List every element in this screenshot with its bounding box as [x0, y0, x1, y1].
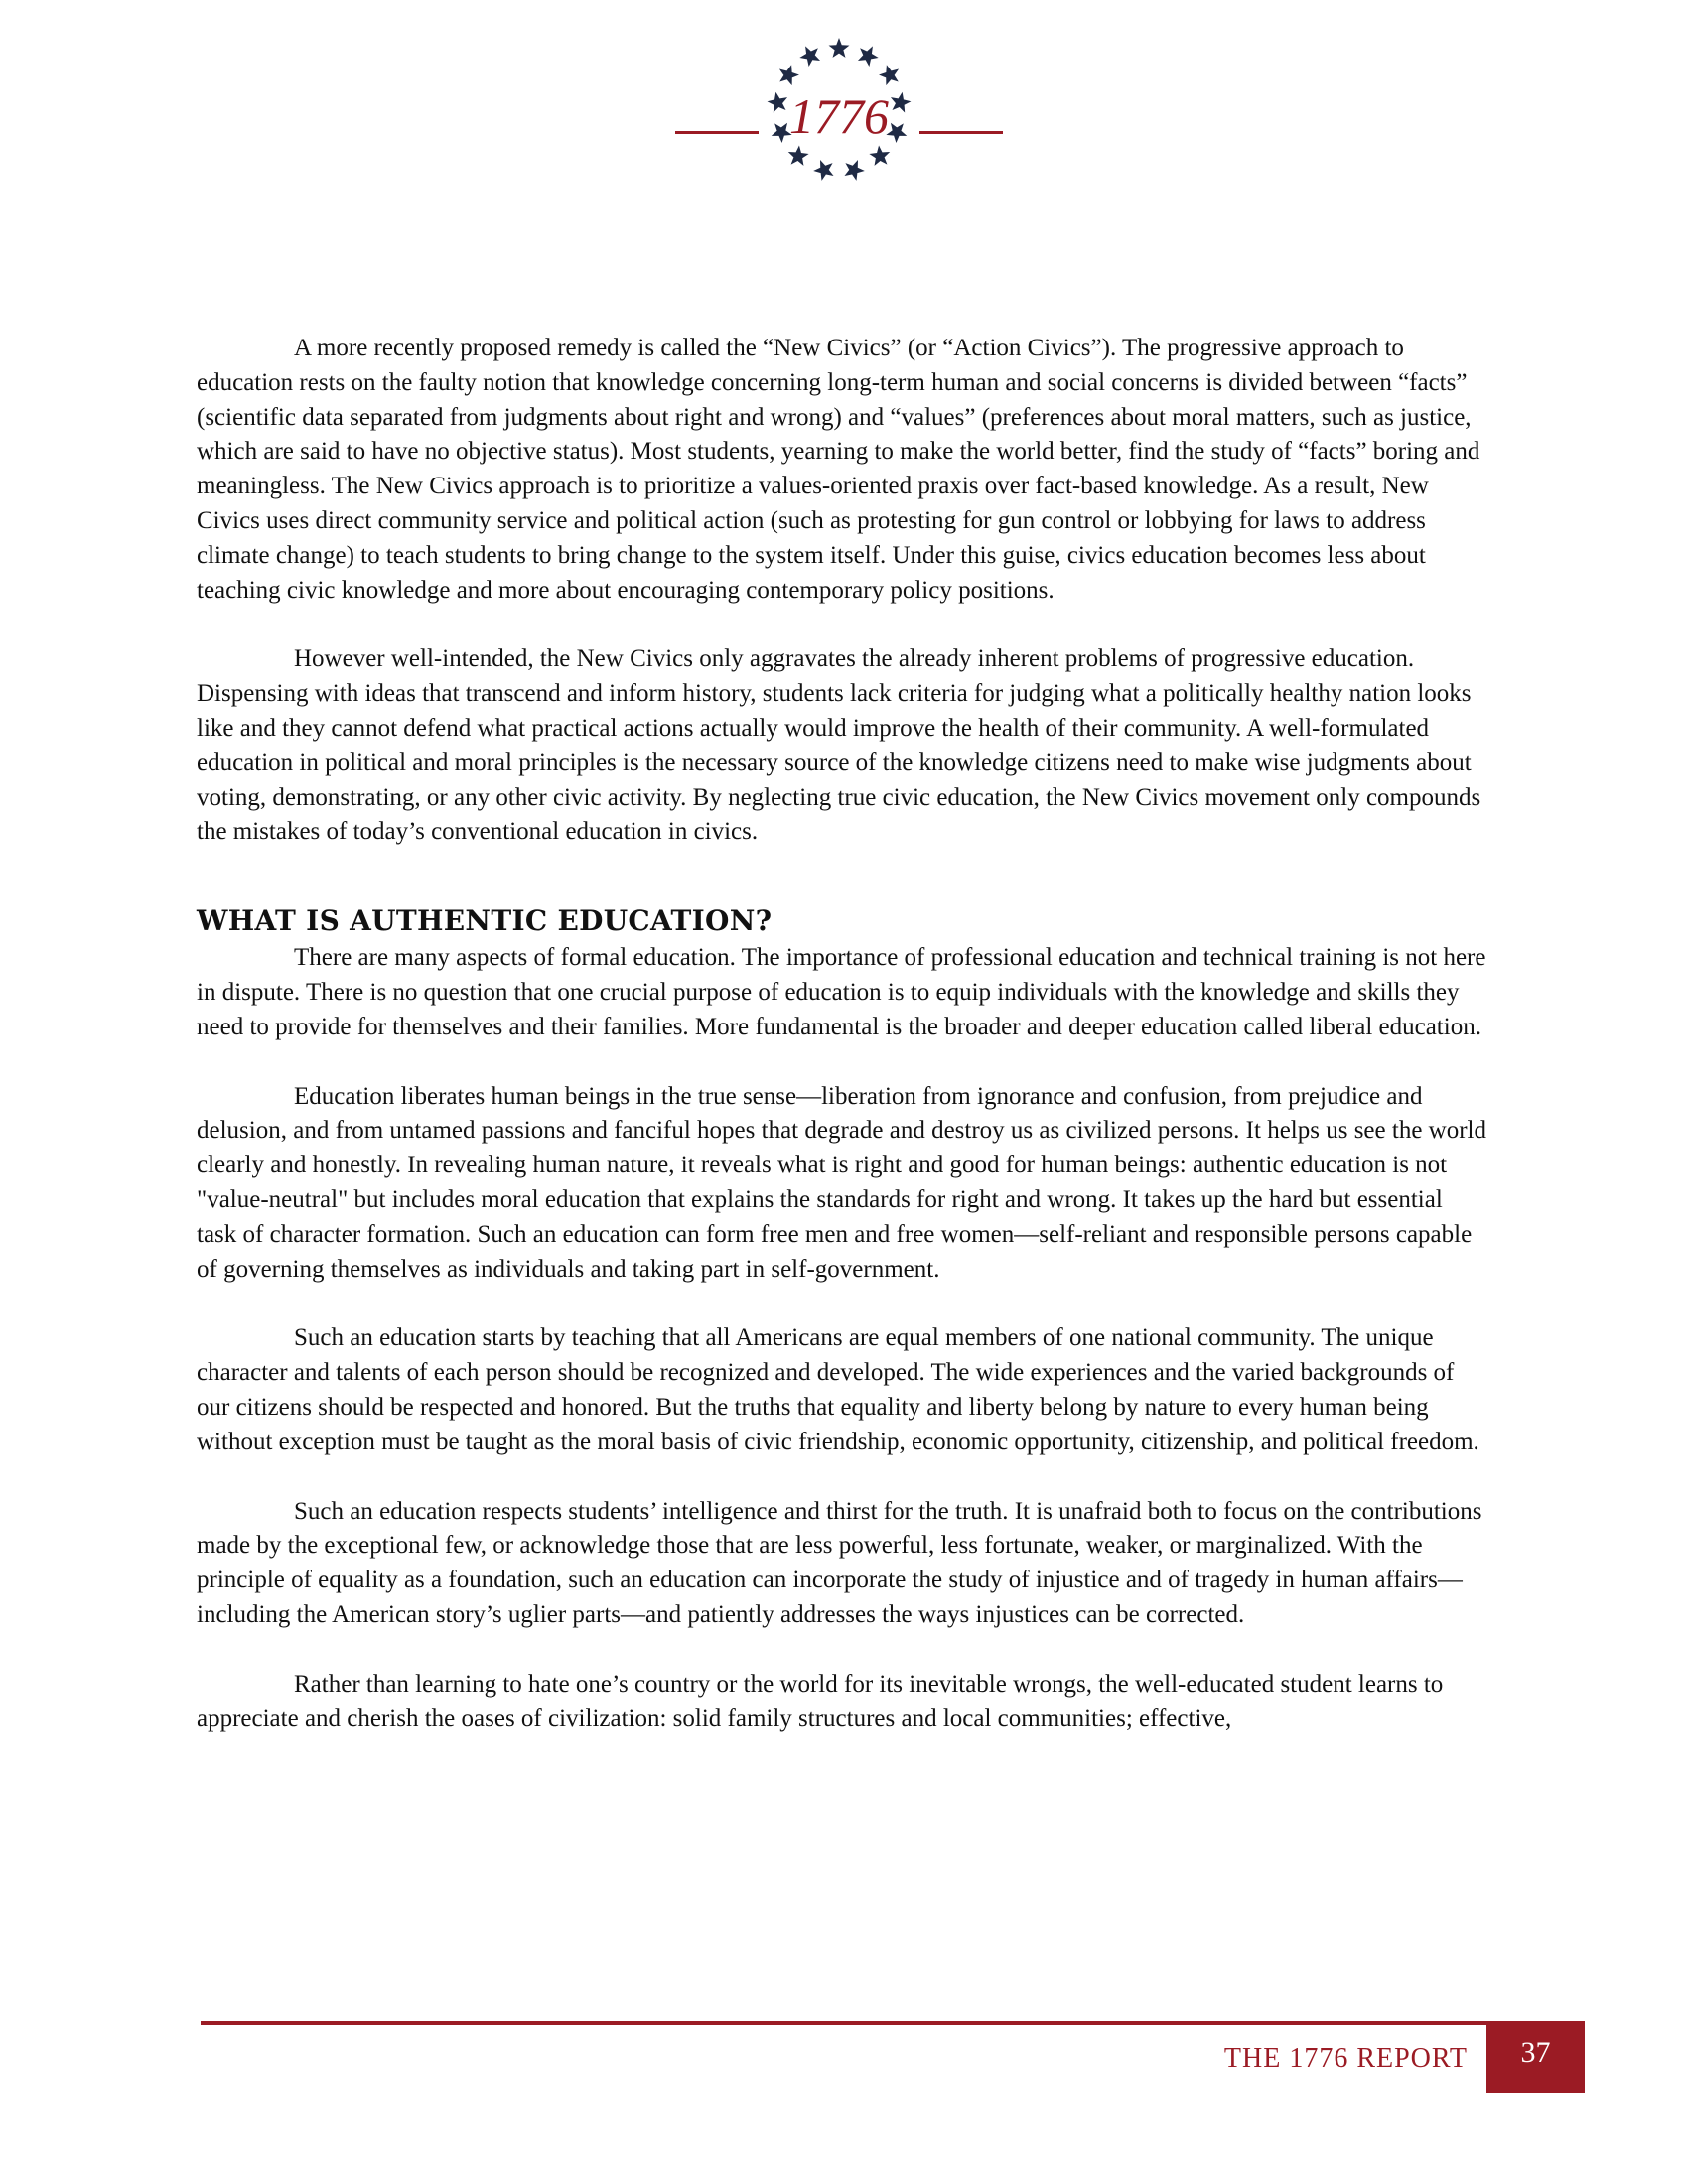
paragraph: There are many aspects of formal education. The importance of professional education and technical training is not here in dispute. There is no question that one crucial purpose of education is to equip individuals with the knowledge and skills they need to provide for themselves and their families. More fundamental is the broader and deeper education called liberal education. — [197, 944, 1486, 1040]
body-text — [197, 332, 1487, 1736]
paragraph: Such an education starts by teaching that all Americans are equal members of one national community. The unique character and talents of each person should be recognized and developed. The wide experiences and the varied backgrounds of our citizens should be respected and honored. But the truths that equality and liberty belong by nature to every human being without exception must be taught as the moral basis of civic friendship, economic opportunity, citizenship, and political freedom. — [197, 1324, 1479, 1455]
star-icon — [779, 65, 799, 85]
star-icon — [813, 160, 833, 181]
paragraph: However well-intended, the New Civics only aggravates the already inherent problems of progressive education. Dispensing with ideas that transcend and inform history, students lack criteria for judging what a politically healthy nation looks like and they cannot defend what practical actions actually would improve the health of their community. A well-formulated education in political and moral principles is the necessary source of the knowledge citizens need to make wise judgments about voting, demonstrating, or any other civic activity. By neglecting true civic education, the New Civics movement only compounds the mistakes of today’s conventional education in civics. — [197, 645, 1481, 846]
star-icon — [788, 145, 809, 165]
star-icon — [869, 145, 890, 165]
logo-year: 1776 — [789, 88, 889, 144]
star-icon — [799, 46, 820, 67]
star-icon — [879, 65, 899, 85]
star-icon — [844, 160, 864, 181]
paragraph: A more recently proposed remedy is called the “New Civics” (or “Action Civics”). The progressive approach to education rests on the faulty notion that knowledge concerning long-term human and social concerns is divided between “facts” (scientific data separated from judgments about right and wrong) and “values” (preferences about moral matters, such as justice, which are said to have no objective status). Most students, yearning to make the world better, find the study of “facts” boring and meaningless. The New Civics approach is to prioritize a values-oriented praxis over fact-based knowledge. As a result, New Civics uses direct community service and political action (such as protesting for gun control or lobbying for laws to address climate change) to teach students to bring change to the system itself. Under this guise, civics education becomes less about teaching civic knowledge and more about encouraging contemporary policy positions. — [197, 335, 1480, 604]
paragraph: Such an education respects students’ intelligence and thirst for the truth. It is unafraid both to focus on the contributions made by the exceptional few, or acknowledge those that are less powerful, less fortunate, weaker, or marginalized. With the principle of equality as a foundation, such an education can incorporate the study of injustice and of tragedy in human affairs—including the American story’s uglier parts—and patiently addresses the ways injustices can be corrected. — [197, 1497, 1482, 1628]
star-icon — [858, 46, 879, 67]
header-logo — [675, 36, 1003, 185]
section-heading: WHAT IS AUTHENTIC EDUCATION? — [197, 904, 773, 938]
page-number: 37 — [1486, 2021, 1585, 2093]
logo-rule-right — [919, 131, 1003, 134]
paragraph: Rather than learning to hate one’s country or the world for its inevitable wrongs, the well-educated student learns to appreciate and cherish the oases of civilization: solid family structures and local communities; effective, — [197, 1670, 1444, 1732]
logo-rule-left — [675, 131, 759, 134]
paragraph: Education liberates human beings in the true sense—liberation from ignorance and confusion, from prejudice and delusion, and from untamed passions and fanciful hopes that degrade and destroy us as civilized persons. It helps us see the world clearly and honestly. In revealing human nature, it reveals what is right and good for human beings: authentic education is not "value-neutral" but includes moral education that explains the standards for right and wrong. It takes up the hard but essential task of character formation. Such an education can form free men and free women—self-reliant and responsible persons capable of governing themselves as individuals and taking part in self-government. — [197, 1082, 1486, 1283]
footer-rule — [201, 2021, 1579, 2025]
footer-title: THE 1776 REPORT — [1223, 2043, 1468, 2074]
star-icon — [829, 38, 850, 58]
